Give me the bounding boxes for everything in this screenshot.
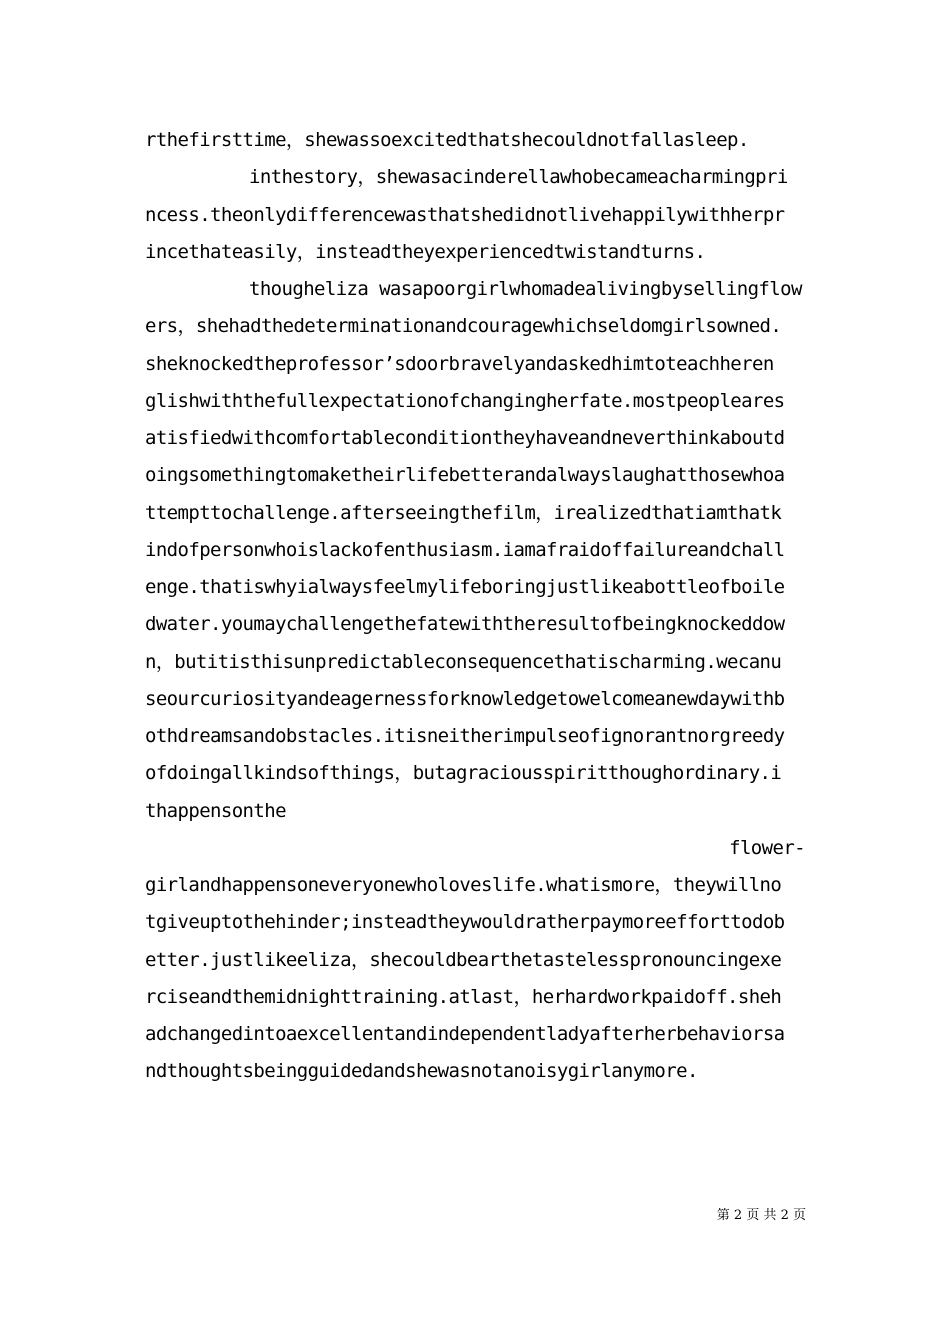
text-line: inthestory，shewasacinderellawhobecameacharmingpri [249,166,788,189]
text-line: thappensonthe [145,799,286,822]
text-line: enge.thatiswhyialwaysfeelmylifeboringjustlikeabottleofboile [145,576,785,598]
text-line: etter.justlikeeliza，shecouldbearthetastelesspronouncingexe [145,948,782,971]
text-line: ers，shehadthedeterminationandcouragewhichseldomgirlsowned. [145,315,782,338]
text-line: indofpersonwhoislackofenthusiasm.iamafraidoffailureandchall [145,538,785,561]
text-line: glishwiththefullexpectationofchangingherfate.mostpeopleares [145,389,785,412]
text-line: ofdoingallkindsofthings，butagraciousspiritthoughordinary.i [145,762,782,785]
text-line: atisfiedwithcomfortableconditiontheyhaveandneverthinkaboutd [145,427,785,449]
text-line: sheknockedtheprofessor’sdoorbravelyandaskedhimtoteachheren [145,352,774,375]
text-line: ndthoughtsbeingguidedandshewasnotanoisygirlanymore. [145,1060,698,1083]
text-line: oingsomethingtomaketheirlifebetterandalwayslaughatthosewhoa [145,464,785,487]
text-line: girlandhappensoneveryonewholoveslife.whatismore，theywillno [145,874,782,896]
text-line: flower- [729,836,805,859]
body-text [145,122,815,1091]
text-line: tgiveuptothehinder;insteadtheywouldratherpaymoreefforttodob [145,911,785,934]
text-line: incethateasily，insteadtheyexperiencedtwistandturns. [145,240,706,263]
text-line: othdreamsandobstacles.itisneitherimpulseofignorantnorgreedy [145,725,785,747]
text-line: ncess.theonlydifferencewasthatshedidnotlivehappilywithherpr [145,203,785,226]
text-line: n，butitisthisunpredictableconsequencethatischarming.wecanu [145,650,782,673]
text-line: rthefirsttime，shewassoexcitedthatshecouldnotfallasleep. [145,129,749,151]
page-number-footer: 第 2 页 共 2 页 [716,1208,806,1223]
text-line: dwater.youmaychallengethefatewiththeresultofbeingknockeddow [145,613,785,636]
text-line: rciseandthemidnighttraining.atlast，herhardworkpaidoff.sheh [145,985,782,1008]
text-line: thougheliza wasapoorgirlwhomadealivingbysellingflow [249,278,802,300]
text-line: ttempttochallenge.afterseeingthefilm，irealizedthatiamthatk [145,501,782,524]
text-line: adchangedintoaexcellentandindependentladyafterherbehaviorsa [145,1023,785,1045]
text-line: seourcuriosityandeagernessforknowledgetowelcomeanewdaywithb [145,687,785,710]
